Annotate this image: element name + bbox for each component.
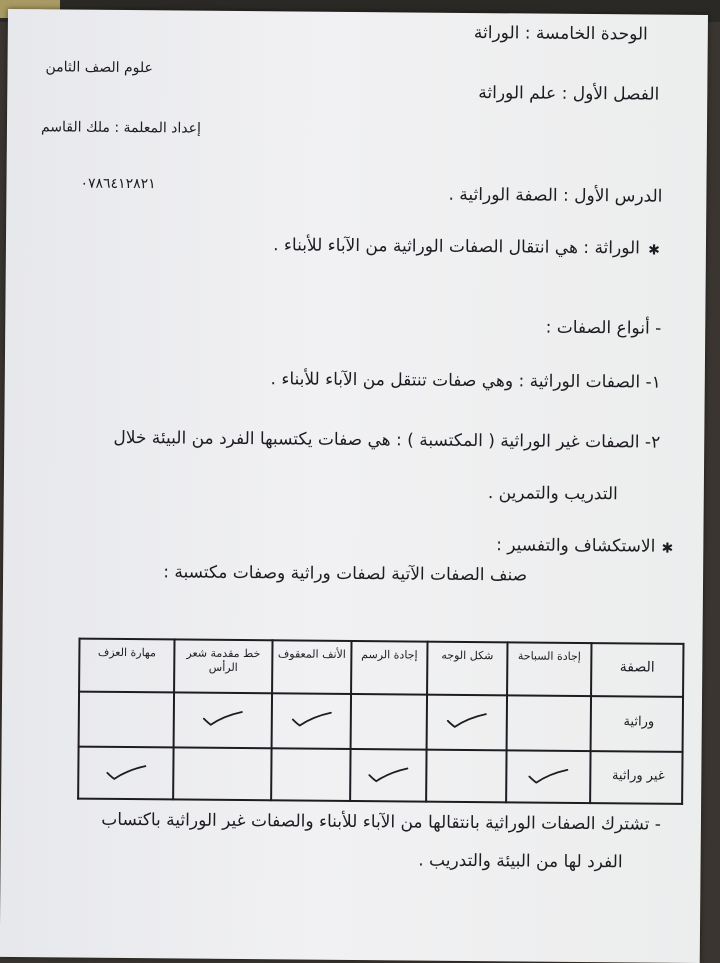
unit-title: الوحدة الخامسة : الوراثة: [473, 23, 648, 45]
lesson-title: الدرس الأول : الصفة الوراثية .: [448, 184, 663, 207]
check-mark-icon: [202, 710, 244, 728]
table-corner-header: الصفة: [619, 659, 655, 676]
types-heading: - أنواع الصفات :: [545, 317, 662, 339]
column-header: إجادة الرسم: [361, 648, 418, 662]
column-header: الأنف المعقوف: [277, 647, 346, 661]
star-bullet-icon: ✱: [648, 242, 660, 259]
type1-text: ١- الصفات الوراثية : وهي صفات تنتقل من الآباء للأبناء .: [270, 369, 661, 393]
worksheet-page: [0, 9, 708, 963]
star-bullet-icon: ✱: [661, 540, 674, 557]
prepared-by: إعداد المعلمة : ملك القاسم: [40, 119, 202, 137]
check-mark-icon: [527, 768, 569, 786]
check-mark-icon: [290, 710, 332, 728]
check-mark-icon: [367, 766, 409, 784]
explore-task: صنف الصفات الآتية لصفات وراثية وصفات مكتسبة :: [163, 562, 528, 586]
row-label-non-hereditary: غير وراثية: [611, 768, 665, 784]
conclusion-line1: - تشترك الصفات الوراثية بانتقالها من الآباء للأبناء والصفات غير الوراثية باكتساب: [101, 809, 662, 835]
conclusion-line2: الفرد لها من البيئة والتدريب .: [418, 850, 623, 873]
column-header: شكل الوجه: [441, 648, 494, 663]
subject-label: علوم الصف الثامن: [45, 59, 153, 77]
row-label-hereditary: وراثية: [623, 714, 655, 730]
column-header: إجادة السباحة: [517, 649, 581, 663]
column-header: خط مقدمة شعر الرأس: [186, 646, 261, 674]
heredity-definition: الوراثة : هي انتقال الصفات الوراثية من الآباء للأبناء .: [273, 235, 641, 259]
chapter-title: الفصل الأول : علم الوراثة: [478, 83, 660, 105]
classification-table: [77, 638, 684, 805]
column-header: مهارة العزف: [97, 645, 156, 660]
explore-heading: الاستكشاف والتفسير :: [496, 535, 656, 557]
check-mark-icon: [105, 764, 147, 782]
phone-number: ٠٧٨٦٤١٢٨٢١: [80, 175, 156, 193]
type2-text-line2: التدريب والتمرين .: [487, 483, 618, 505]
check-mark-icon: [446, 712, 488, 730]
type2-text-line1: ٢- الصفات غير الوراثية ( المكتسبة ) : هي صفات يكتسبها الفرد من البيئة خلال: [113, 427, 661, 453]
